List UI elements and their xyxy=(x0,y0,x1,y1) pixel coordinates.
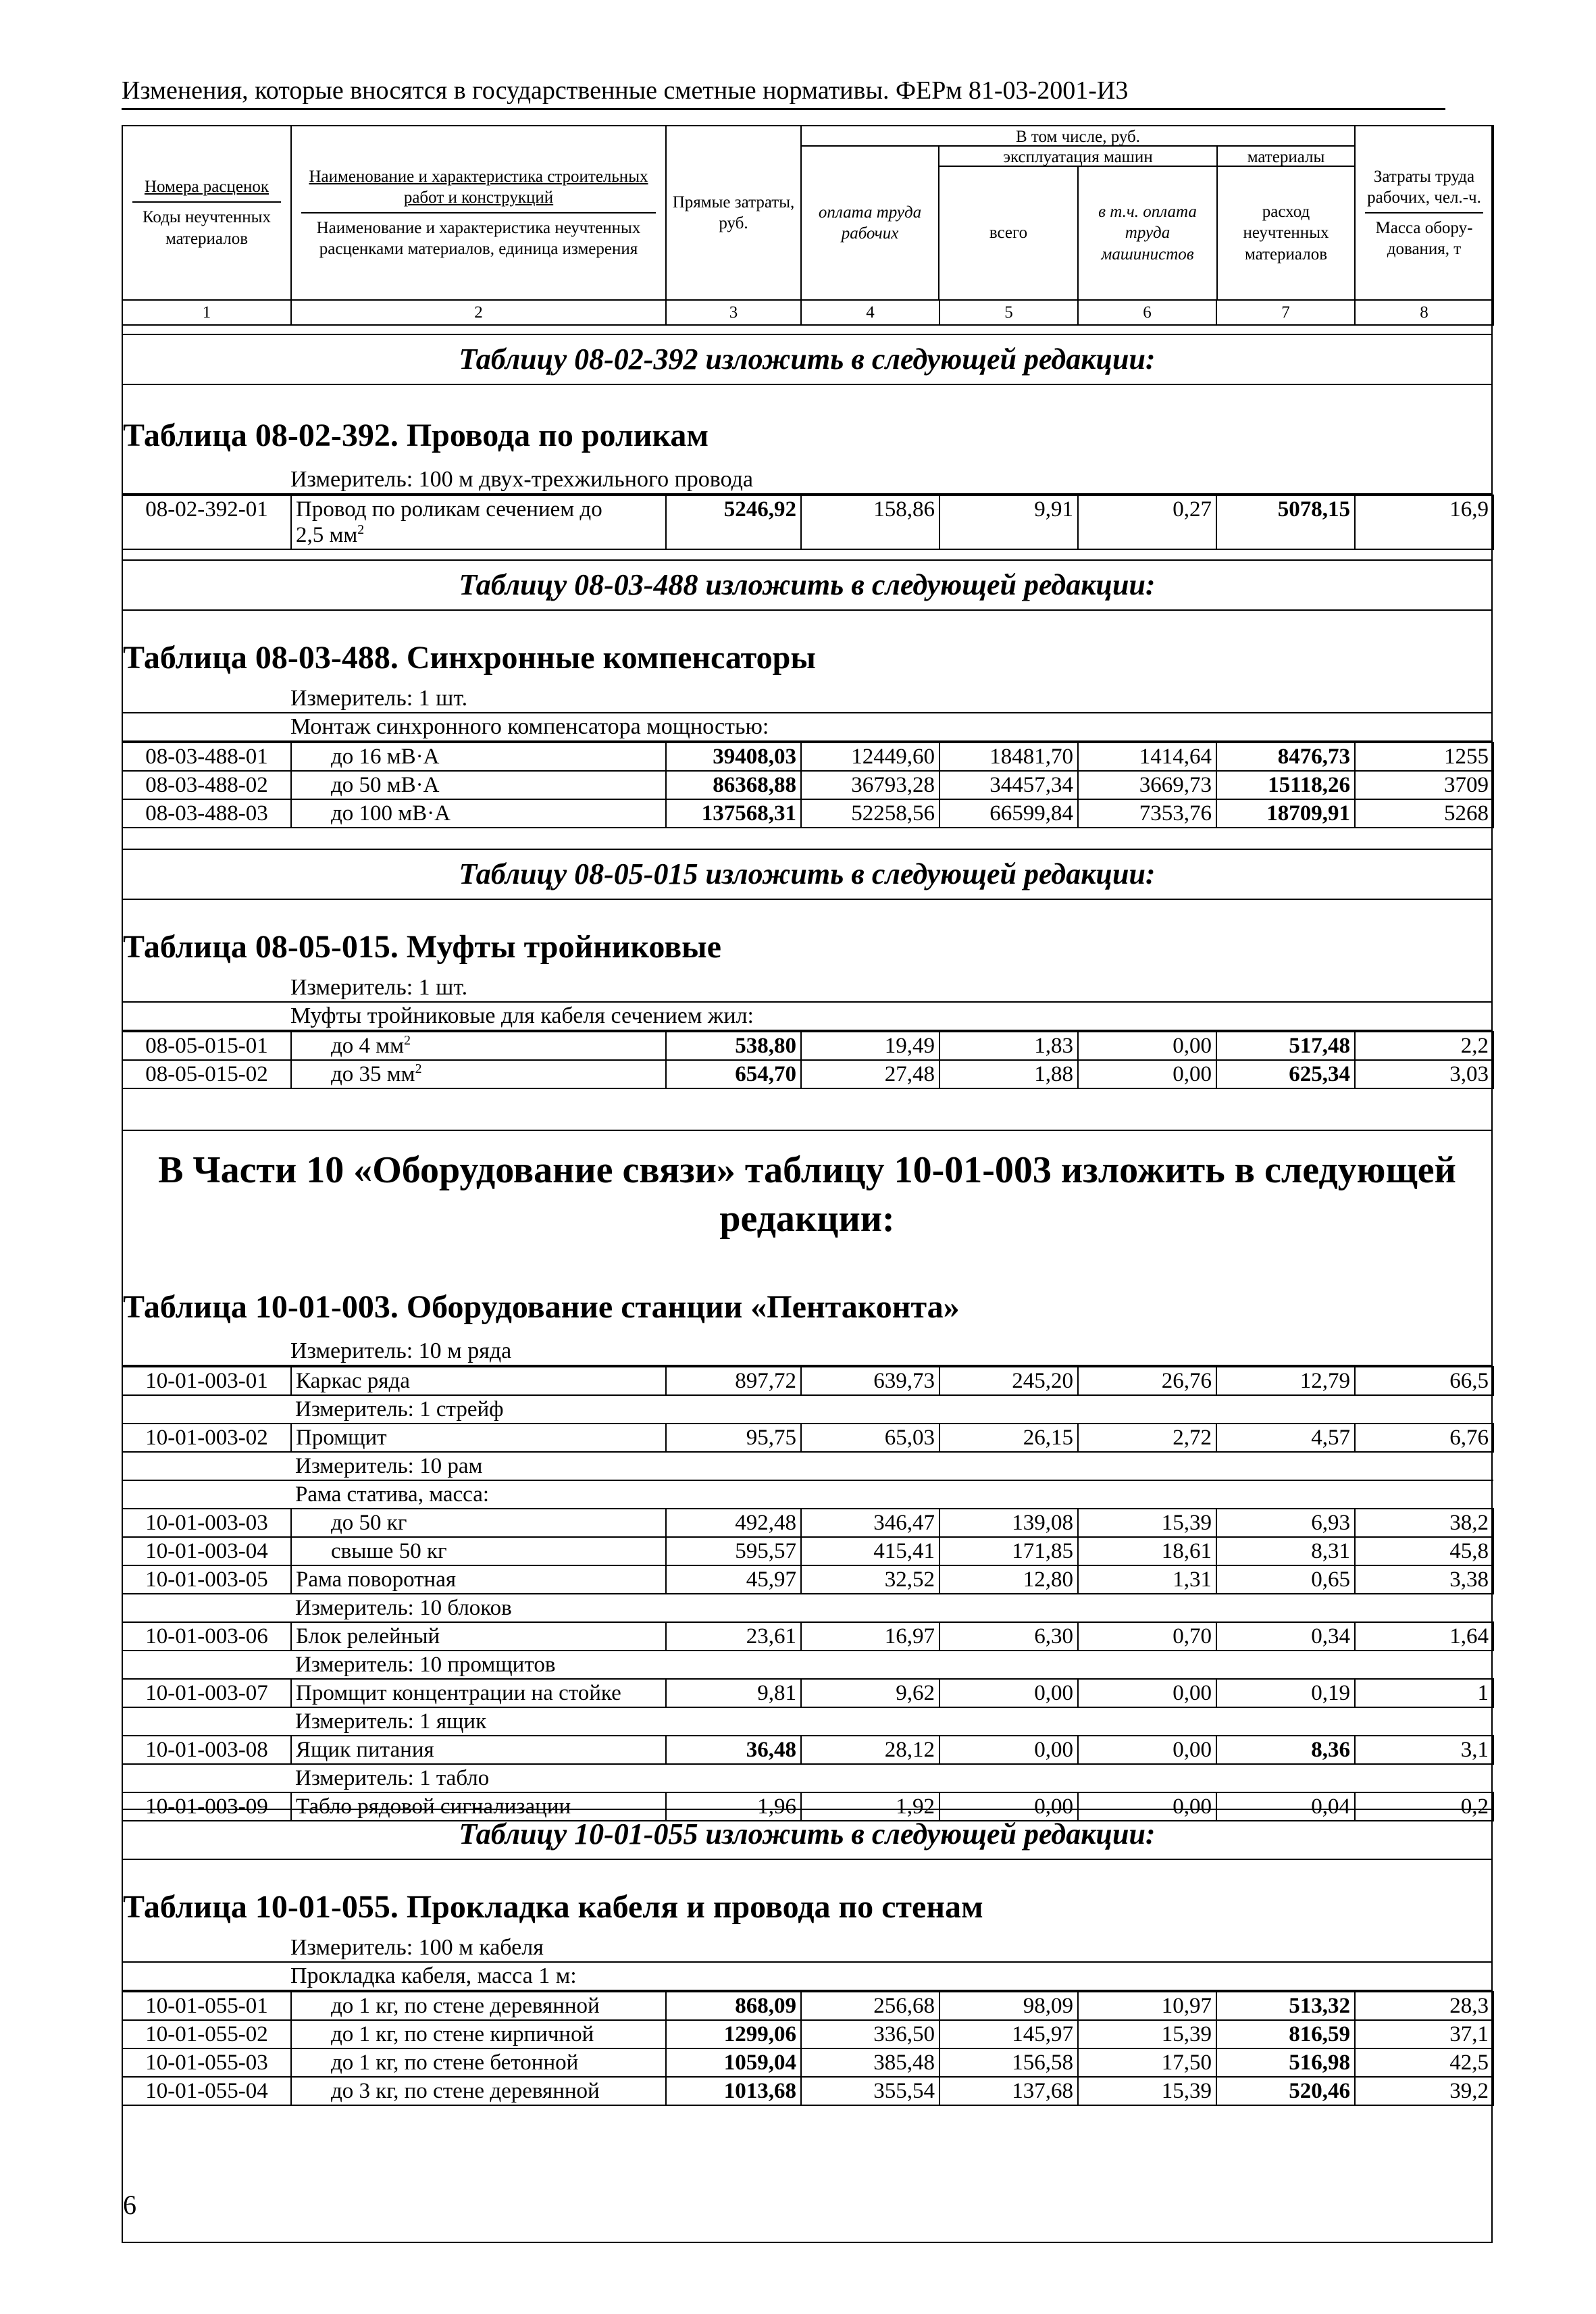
header-machinist-pay: в т.ч. оплата труда машинистов xyxy=(1098,203,1197,263)
table-cell: 145,97 xyxy=(939,2020,1078,2048)
header-materials-use: расход неучтенных материалов xyxy=(1243,203,1329,263)
table-cell: 6,93 xyxy=(1216,1509,1355,1537)
measure-row xyxy=(122,1395,1493,1424)
table-cell: 10-01-003-01 xyxy=(122,1367,291,1395)
part10-heading: В Части 10 «Оборудование связи» таблицу 10-01-003 изложить в следующей редакции: xyxy=(122,1130,1493,1243)
measure-row xyxy=(122,1651,1493,1679)
table-cell: 0,00 xyxy=(939,1792,1078,1821)
row-name: до 4 $мм^2$ xyxy=(291,1032,666,1060)
rates-table xyxy=(122,495,1494,550)
column-header xyxy=(122,125,1494,326)
table-cell: до 100 мВ·А xyxy=(291,799,666,828)
table-cell: 3669,73 xyxy=(1078,771,1216,799)
section-08-02-392 xyxy=(122,334,1493,550)
table-cell: 26,15 xyxy=(939,1424,1078,1452)
table-cell: 1,31 xyxy=(1078,1565,1216,1594)
table-cell: 45,97 xyxy=(666,1565,801,1594)
table-cell: 0,27 xyxy=(1078,495,1216,549)
measure-row xyxy=(122,1707,1493,1736)
table-cell: 0,34 xyxy=(1216,1622,1355,1651)
table-row xyxy=(122,771,1493,799)
table-cell: 513,32 xyxy=(1216,1992,1355,2020)
table-cell: 10-01-003-04 xyxy=(122,1537,291,1565)
table-cell: 34457,34 xyxy=(939,771,1078,799)
table-cell: 10-01-055-01 xyxy=(122,1992,291,2020)
table-cell: 1 xyxy=(1355,1679,1493,1707)
table-row xyxy=(122,1622,1493,1651)
table-cell: 2 xyxy=(291,300,666,325)
subheading: Муфты тройниковые для кабеля сечением жил: xyxy=(122,1003,1493,1031)
table-cell: Измеритель: 10 блоков xyxy=(122,1594,1493,1622)
table-cell: 6 xyxy=(1078,300,1216,325)
table-cell: 5 xyxy=(939,300,1078,325)
measure-row xyxy=(122,1594,1493,1622)
table-cell: 355,54 xyxy=(801,2077,939,2105)
table-cell: 18481,70 xyxy=(939,743,1078,771)
table-cell: 1,88 xyxy=(939,1060,1078,1088)
table-cell: 3 xyxy=(666,300,801,325)
edit-banner: Таблицу 08-03-488 изложить в следующей редакции: xyxy=(122,559,1493,611)
table-cell: 66599,84 xyxy=(939,799,1078,828)
table-cell: 10-01-003-02 xyxy=(122,1424,291,1452)
table-row xyxy=(122,743,1493,771)
section-08-03-488 xyxy=(122,559,1493,828)
table-cell: до 1 кг, по стене деревянной xyxy=(291,1992,666,2020)
table-cell: 95,75 xyxy=(666,1424,801,1452)
header-codes: Номера расценок Коды неучтенных материалов xyxy=(122,126,291,300)
table-cell: свыше 50 кг xyxy=(291,1537,666,1565)
table-cell: 0,00 xyxy=(1078,1736,1216,1764)
table-cell: 23,61 xyxy=(666,1622,801,1651)
table-cell: 517,48 xyxy=(1216,1032,1355,1060)
subheading: Монтаж синхронного компенсатора мощностью: xyxy=(122,713,1493,742)
table-cell: 9,62 xyxy=(801,1679,939,1707)
table-cell: 9,81 xyxy=(666,1679,801,1707)
table-row xyxy=(122,1537,1493,1565)
table-cell: 2,72 xyxy=(1078,1424,1216,1452)
table-title: Таблица 08-03-488. Синхронные компенсаторы xyxy=(123,640,816,676)
table-cell: 37,1 xyxy=(1355,2020,1493,2048)
table-cell: 10-01-003-07 xyxy=(122,1679,291,1707)
table-cell: 9,91 xyxy=(939,495,1078,549)
rates-table xyxy=(122,1991,1494,2106)
section-08-05-015 xyxy=(122,849,1493,1089)
table-cell: Промщит концентрации на стойке xyxy=(291,1679,666,1707)
table-cell: Ящик питания xyxy=(291,1736,666,1764)
table-cell: 0,19 xyxy=(1216,1679,1355,1707)
table-cell: 5246,92 xyxy=(666,495,801,549)
table-cell: до 16 мВ·А xyxy=(291,743,666,771)
table-row xyxy=(122,1565,1493,1594)
table-cell: 0,00 xyxy=(1078,1679,1216,1707)
table-cell: 1255 xyxy=(1355,743,1493,771)
table-row xyxy=(122,1679,1493,1707)
rates-table xyxy=(122,1366,1494,1821)
header-number-row xyxy=(122,300,1493,325)
table-cell: 0,00 xyxy=(1078,1792,1216,1821)
table-cell: Промщит xyxy=(291,1424,666,1452)
measure-line: Измеритель: 1 шт. xyxy=(122,974,1493,1003)
table-cell: Рама статива, масса: xyxy=(122,1480,1493,1509)
table-cell: 45,8 xyxy=(1355,1537,1493,1565)
table-cell: 0,00 xyxy=(1078,1060,1216,1088)
table-cell: 36793,28 xyxy=(801,771,939,799)
table-cell: 346,47 xyxy=(801,1509,939,1537)
header-labor-pay: оплата труда рабочих xyxy=(802,147,939,299)
table-cell: 3,1 xyxy=(1355,1736,1493,1764)
table-cell: 10-01-055-02 xyxy=(122,2020,291,2048)
rates-table xyxy=(122,1031,1494,1089)
subheading-row xyxy=(122,1480,1493,1509)
table-cell: 639,73 xyxy=(801,1367,939,1395)
table-cell: 1,83 xyxy=(939,1032,1078,1060)
table-cell: 27,48 xyxy=(801,1060,939,1088)
table-cell: 520,46 xyxy=(1216,2077,1355,2105)
measure-line: Измеритель: 100 м двух-трехжильного провода xyxy=(122,466,1493,495)
table-cell: 86368,88 xyxy=(666,771,801,799)
table-cell: 385,48 xyxy=(801,2048,939,2077)
table-cell: 2,2 xyxy=(1355,1032,1493,1060)
table-cell: 1059,04 xyxy=(666,2048,801,2077)
table-row xyxy=(122,1424,1493,1452)
table-cell: 39,2 xyxy=(1355,2077,1493,2105)
table-cell: 0,65 xyxy=(1216,1565,1355,1594)
table-cell: 1013,68 xyxy=(666,2077,801,2105)
table-cell: 6,76 xyxy=(1355,1424,1493,1452)
table-cell: 17,50 xyxy=(1078,2048,1216,2077)
table-cell: 36,48 xyxy=(666,1736,801,1764)
table-cell: 10-01-003-08 xyxy=(122,1736,291,1764)
table-row xyxy=(122,1992,1493,2020)
table-row xyxy=(122,2077,1493,2105)
table-cell: 15,39 xyxy=(1078,2020,1216,2048)
table-cell: до 1 кг, по стене кирпичной xyxy=(291,2020,666,2048)
edit-banner: Таблицу 10-01-055 изложить в следующей редакции: xyxy=(122,1809,1493,1860)
table-cell: 38,2 xyxy=(1355,1509,1493,1537)
measure-row xyxy=(122,1764,1493,1792)
header-labor-hours: Затраты труда рабочих, чел.-ч. Масса обору-дования, т xyxy=(1355,126,1493,300)
table-cell: 516,98 xyxy=(1216,2048,1355,2077)
table-cell: 10-01-055-04 xyxy=(122,2077,291,2105)
table-cell: 08-05-015-02 xyxy=(122,1060,291,1088)
header-machines-group: эксплуатация машин xyxy=(939,147,1216,167)
table-cell: 415,41 xyxy=(801,1537,939,1565)
table-cell: 3,38 xyxy=(1355,1565,1493,1594)
table-cell: 10-01-003-06 xyxy=(122,1622,291,1651)
table-title: Таблица 10-01-055. Прокладка кабеля и провода по стенам xyxy=(123,1889,983,1925)
page-number: 6 xyxy=(123,2190,136,2220)
table-cell: 1,96 xyxy=(666,1792,801,1821)
measure-line: Измеритель: 1 шт. xyxy=(122,685,1493,713)
table-cell: 15118,26 xyxy=(1216,771,1355,799)
table-cell: 654,70 xyxy=(666,1060,801,1088)
edit-banner: Таблицу 08-02-392 изложить в следующей редакции: xyxy=(122,334,1493,385)
header-materials-group: материалы xyxy=(1218,147,1354,167)
table-row xyxy=(122,1367,1493,1395)
table-row xyxy=(122,799,1493,828)
table-cell: 10-01-003-09 xyxy=(122,1792,291,1821)
table-cell: до 1 кг, по стене бетонной xyxy=(291,2048,666,2077)
header-names: Наименование и характеристика строительных работ и конструкций Наименование и характеристика неучтенных расценками материалов, единица измерения xyxy=(291,126,666,300)
table-cell: 6,30 xyxy=(939,1622,1078,1651)
table-cell: Рама поворотная xyxy=(291,1565,666,1594)
table-cell: 12,80 xyxy=(939,1565,1078,1594)
table-cell: 3,03 xyxy=(1355,1060,1493,1088)
table-cell: 1299,06 xyxy=(666,2020,801,2048)
table-cell: 1,64 xyxy=(1355,1622,1493,1651)
table-cell: 0,00 xyxy=(1078,1032,1216,1060)
table-cell: 158,86 xyxy=(801,495,939,549)
section-10-01-003 xyxy=(122,1270,1493,1821)
table-cell: 0,2 xyxy=(1355,1792,1493,1821)
table-cell: 10-01-003-03 xyxy=(122,1509,291,1537)
table-cell: 0,70 xyxy=(1078,1622,1216,1651)
table-row xyxy=(122,2048,1493,2077)
table-cell: 52258,56 xyxy=(801,799,939,828)
table-cell: 18709,91 xyxy=(1216,799,1355,828)
table-cell: 0,04 xyxy=(1216,1792,1355,1821)
table-cell: 5268 xyxy=(1355,799,1493,828)
table-cell: 19,49 xyxy=(801,1032,939,1060)
table-cell: Измеритель: 10 промщитов xyxy=(122,1651,1493,1679)
table-cell: 139,08 xyxy=(939,1509,1078,1537)
table-cell: Измеритель: 1 табло xyxy=(122,1764,1493,1792)
table-cell: 12449,60 xyxy=(801,743,939,771)
table-cell: 5078,15 xyxy=(1216,495,1355,549)
table-cell: 8 xyxy=(1355,300,1493,325)
table-cell: 08-03-488-02 xyxy=(122,771,291,799)
table-row xyxy=(122,1509,1493,1537)
table-cell: 10,97 xyxy=(1078,1992,1216,2020)
table-cell: 12,79 xyxy=(1216,1367,1355,1395)
table-cell: 8,31 xyxy=(1216,1537,1355,1565)
header-machines-total: всего xyxy=(939,167,1079,299)
table-cell: 137,68 xyxy=(939,2077,1078,2105)
table-cell: 15,39 xyxy=(1078,2077,1216,2105)
table-cell: 8,36 xyxy=(1216,1736,1355,1764)
section-10-01-055 xyxy=(122,1809,1493,2106)
measure-row xyxy=(122,1452,1493,1480)
header-including-group: В том числе, руб. оплата труда рабочих эксплуатация машин всего в т.ч. оплата труда машинистов материалы расход неучтенных материалов xyxy=(801,126,1355,300)
table-cell: 336,50 xyxy=(801,2020,939,2048)
table-cell: 492,48 xyxy=(666,1509,801,1537)
table-cell: 98,09 xyxy=(939,1992,1078,2020)
running-head: Изменения, которые вносятся в государственные сметные нормативы. ФЕРм 81-03-2001-И3 xyxy=(122,76,1445,110)
table-cell: 1,92 xyxy=(801,1792,939,1821)
table-cell: 08-02-392-01 xyxy=(122,495,291,549)
table-cell: Измеритель: 1 стрейф xyxy=(122,1395,1493,1424)
table-cell: 08-03-488-03 xyxy=(122,799,291,828)
table-cell: 39408,03 xyxy=(666,743,801,771)
table-cell: 42,5 xyxy=(1355,2048,1493,2077)
table-cell: 4,57 xyxy=(1216,1424,1355,1452)
table-cell: 66,5 xyxy=(1355,1367,1493,1395)
table-cell: 868,09 xyxy=(666,1992,801,2020)
row-name: Провод по роликам сечением до 2,5 $мм^2$ xyxy=(291,495,666,549)
table-cell: 28,3 xyxy=(1355,1992,1493,2020)
table-row xyxy=(122,1736,1493,1764)
table-cell: 897,72 xyxy=(666,1367,801,1395)
table-cell: 10-01-003-05 xyxy=(122,1565,291,1594)
table-title: Таблица 10-01-003. Оборудование станции «Пентаконта» xyxy=(123,1289,960,1325)
table-cell: 0,00 xyxy=(939,1736,1078,1764)
table-cell: 65,03 xyxy=(801,1424,939,1452)
table-cell: 16,9 xyxy=(1355,495,1493,549)
measure-line: Измеритель: 10 м ряда xyxy=(122,1338,1493,1366)
table-cell: 28,12 xyxy=(801,1736,939,1764)
table-cell: 7 xyxy=(1216,300,1355,325)
table-cell: 3709 xyxy=(1355,771,1493,799)
header-direct-costs: Прямые затраты, руб. xyxy=(666,126,801,300)
table-cell: 10-01-055-03 xyxy=(122,2048,291,2077)
table-cell: Измеритель: 1 ящик xyxy=(122,1707,1493,1736)
table-cell: Табло рядовой сигнализации xyxy=(291,1792,666,1821)
table-cell: 538,80 xyxy=(666,1032,801,1060)
measure-line: Измеритель: 100 м кабеля xyxy=(122,1934,1493,1963)
table-cell: 8476,73 xyxy=(1216,743,1355,771)
table-cell: Измеритель: 10 рам xyxy=(122,1452,1493,1480)
table-cell: до 50 мВ·А xyxy=(291,771,666,799)
table-title: Таблица 08-05-015. Муфты тройниковые xyxy=(123,929,721,965)
table-cell: 137568,31 xyxy=(666,799,801,828)
table-row xyxy=(122,1032,1493,1060)
table-cell: 0,00 xyxy=(939,1679,1078,1707)
subheading: Прокладка кабеля, масса 1 м: xyxy=(122,1963,1493,1991)
table-cell: 08-05-015-01 xyxy=(122,1032,291,1060)
table-cell: 171,85 xyxy=(939,1537,1078,1565)
table-cell: 15,39 xyxy=(1078,1509,1216,1537)
table-row xyxy=(122,1060,1493,1088)
table-cell: 26,76 xyxy=(1078,1367,1216,1395)
table-cell: Каркас ряда xyxy=(291,1367,666,1395)
table-cell: 1 xyxy=(122,300,291,325)
table-cell: 816,59 xyxy=(1216,2020,1355,2048)
table-cell: 595,57 xyxy=(666,1537,801,1565)
table-cell: 245,20 xyxy=(939,1367,1078,1395)
rates-table xyxy=(122,742,1494,828)
table-cell: 32,52 xyxy=(801,1565,939,1594)
table-cell: 625,34 xyxy=(1216,1060,1355,1088)
table-cell: 08-03-488-01 xyxy=(122,743,291,771)
table-cell: 16,97 xyxy=(801,1622,939,1651)
row-name: до 35 $мм^2$ xyxy=(291,1060,666,1088)
table-cell: 7353,76 xyxy=(1078,799,1216,828)
table-cell: 1414,64 xyxy=(1078,743,1216,771)
table-cell: до 3 кг, по стене деревянной xyxy=(291,2077,666,2105)
table-cell: до 50 кг xyxy=(291,1509,666,1537)
edit-banner: Таблицу 08-05-015 изложить в следующей редакции: xyxy=(122,849,1493,900)
table-cell: 156,58 xyxy=(939,2048,1078,2077)
table-cell: 4 xyxy=(801,300,939,325)
table-title: Таблица 08-02-392. Провода по роликам xyxy=(123,418,709,453)
table-row xyxy=(122,495,1493,549)
table-cell: 18,61 xyxy=(1078,1537,1216,1565)
table-cell: 256,68 xyxy=(801,1992,939,2020)
table-cell: Блок релейный xyxy=(291,1622,666,1651)
table-row xyxy=(122,2020,1493,2048)
